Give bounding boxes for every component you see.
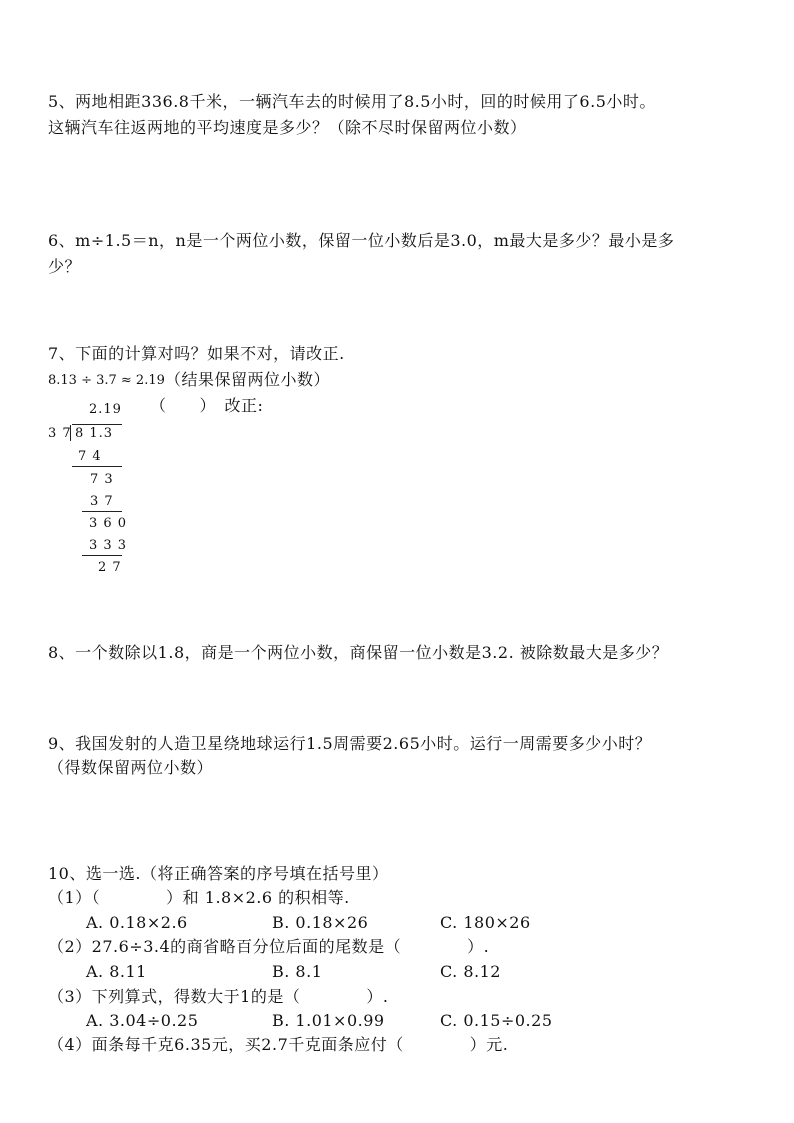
division-rule [72, 466, 122, 467]
q7-title: 7、下面的计算对吗？如果不对，请改正. [48, 344, 345, 363]
q10-sub1-option-b: B. 0.18×26 [272, 913, 369, 932]
q9-line1: 9、我国发射的人造卫星绕地球运行1.5周需要2.65小时。运行一周需要多少小时？ [48, 734, 652, 753]
division-dividend: 8 1.3 [75, 426, 114, 441]
division-step: 7 3 [90, 472, 114, 487]
division-divisor: 3 7 [48, 426, 72, 441]
q10-sub4: （4）面条每千克6.35元，买2.7千克面条应付（ ）元. [48, 1035, 509, 1054]
division-step: 3 6 0 [89, 516, 128, 531]
q10-sub1-option-c: C. 180×26 [440, 913, 531, 932]
q7-judge-and-correction: （ ） 改正: [150, 396, 264, 415]
q10-sub2: （2）27.6÷3.4的商省略百分位后面的尾数是（ ）. [48, 937, 490, 956]
q7-expression-note: （结果保留两位小数） [165, 370, 331, 389]
q8-line1: 8、一个数除以1.8，商是一个两位小数，商保留一位小数是3.2. 被除数最大是多少？ [48, 643, 669, 662]
q10-title: 10、选一选.（将正确答案的序号填在括号里） [48, 864, 389, 883]
q10-sub1-option-a: A. 0.18×2.6 [86, 913, 188, 932]
q10-sub3: （3）下列算式，得数大于1的是（ ）. [48, 987, 389, 1006]
q5-line1: 5、两地相距336.8千米，一辆汽车去的时候用了8.5小时，回的时候用了6.5小时。 [48, 92, 656, 111]
q5-line2: 这辆汽车往返两地的平均速度是多少？（除不尽时保留两位小数） [48, 118, 527, 137]
division-step: 7 4 [78, 449, 102, 464]
q10-sub3-option-a: A. 3.04÷0.25 [86, 1011, 199, 1030]
division-step: 3 3 3 [89, 538, 128, 553]
division-quotient: 2.19 [89, 402, 122, 417]
q6-line1: 6、m÷1.5＝n，n是一个两位小数，保留一位小数后是3.0，m最大是多少？最小是多 [48, 231, 675, 250]
q10-sub2-option-b: B. 8.1 [272, 962, 323, 981]
q6-line2: 少？ [48, 257, 82, 276]
q10-sub2-option-a: A. 8.11 [86, 962, 147, 981]
q10-sub3-option-c: C. 0.15÷0.25 [440, 1011, 553, 1030]
q9-line2: （得数保留两位小数） [48, 758, 214, 777]
q10-sub1: （1）（ ）和 1.8×2.6 的积相等. [48, 888, 350, 907]
q10-sub3-option-b: B. 1.01×0.99 [272, 1011, 385, 1030]
q10-sub2-option-c: C. 8.12 [440, 962, 501, 981]
division-remainder: 2 7 [98, 560, 122, 575]
division-rule [82, 555, 122, 556]
q7-expression: 8.13 ÷ 3.7 ≈ 2.19 [48, 373, 165, 388]
division-rule [82, 511, 122, 512]
division-bar [72, 424, 122, 425]
division-step: 3 7 [90, 494, 114, 509]
